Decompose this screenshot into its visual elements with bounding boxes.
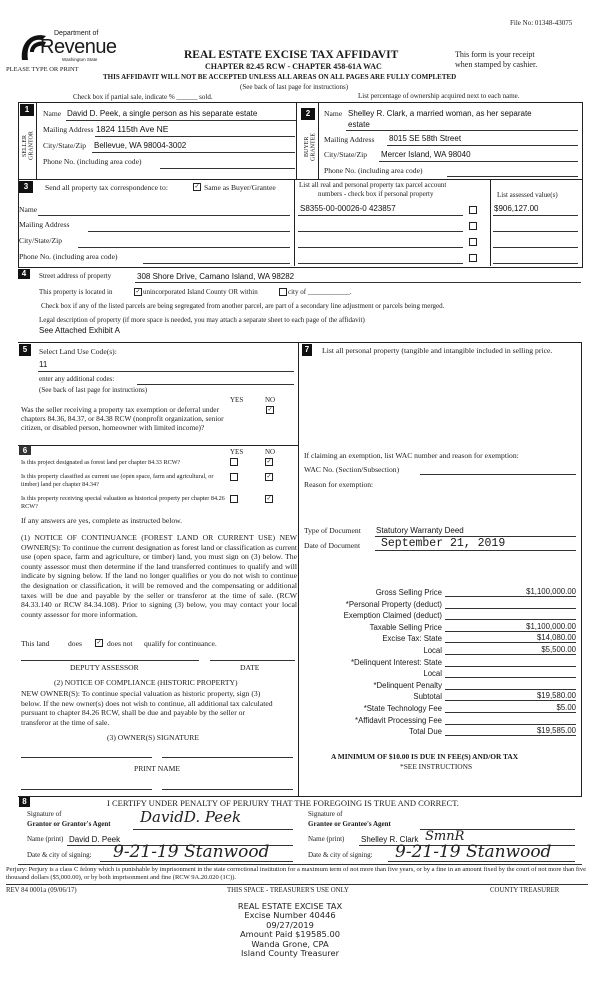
additional-codes-label: enter any additional codes: — [39, 375, 115, 383]
owner-signature-label: (3) OWNER(S) SIGNATURE — [107, 733, 199, 742]
financial-label: Local — [423, 646, 442, 655]
document-date-label: Date of Document — [304, 541, 361, 550]
parcel-header-2: numbers - check box if personal property — [318, 190, 434, 198]
land-use-code-field[interactable]: 11 — [39, 360, 48, 369]
current-use-question: Is this property classified as current use (open space, farm and agricultural, or timber) land per chapter 84.34? — [21, 473, 214, 488]
financial-value-field[interactable]: $19,580.00 — [445, 691, 576, 701]
print-name-line-1[interactable] — [21, 789, 152, 790]
grantor-agent-label: Grantor or Grantor's Agent — [27, 820, 111, 828]
stamp-office: Island County Treasurer — [240, 948, 340, 959]
buyer-grantee-label: BUYER GRANTEE — [304, 133, 317, 161]
section-4-number: 4 — [18, 269, 30, 279]
if-any-yes-note: If any answers are yes, complete as instructed below. — [21, 516, 183, 525]
section-1-number: 1 — [20, 104, 34, 116]
stamp-signer: Wanda Grone, CPA — [251, 938, 329, 949]
buyer-name-field-line2[interactable]: estate — [348, 120, 370, 129]
logo-dept: Department of — [54, 30, 99, 37]
corr-city-label: City/State/Zip — [19, 236, 63, 245]
corr-mail-label: Mailing Address — [19, 220, 70, 229]
instructions-note: (See back of last page for instructions) — [240, 83, 349, 91]
financial-value-field[interactable]: $5,500.00 — [445, 645, 576, 655]
seller-city-label: City/State/Zip — [43, 141, 87, 150]
certify-statement: I CERTIFY UNDER PENALTY OF PERJURY THAT THE FOREGOING IS TRUE AND CORRECT. — [107, 798, 459, 808]
buyer-mail-field[interactable]: 8015 SE 58th Street — [389, 134, 462, 143]
buyer-city-field[interactable]: Mercer Island, WA 98040 — [381, 150, 471, 159]
additional-codes-field[interactable] — [137, 384, 294, 385]
parcel-header-1: List all real and personal property tax parcel account — [299, 181, 447, 189]
s6-no-header: NO — [265, 448, 276, 456]
historic-no-checkbox[interactable]: ✓ — [266, 496, 272, 503]
personal-property-checkbox-1[interactable] — [469, 206, 477, 214]
grantor-signature-of: Signature of — [27, 810, 62, 818]
grantor-date-label: Date & city of signing: — [27, 851, 92, 859]
financial-value-field[interactable]: $1,100,000.00 — [445, 622, 576, 632]
stamp-amount-paid: Amount Paid $19585.00 — [239, 929, 341, 940]
financial-label: *Delinquent Interest: State — [350, 657, 442, 667]
corr-phone-label: Phone No. (including area code) — [19, 252, 118, 261]
print-name-line-2[interactable] — [162, 789, 293, 790]
financial-label: *Delinquent Penalty — [373, 680, 442, 690]
financial-label: *Affidavit Processing Fee — [355, 715, 442, 725]
financial-value-field[interactable]: $14,080.00 — [445, 633, 576, 643]
seller-mail-label: Mailing Address — [43, 125, 94, 134]
partial-sale-note: Check box if partial sale, indicate % ______ sold. — [73, 93, 213, 101]
receipt-note-1: This form is your receipt — [455, 50, 535, 59]
form-title: REAL ESTATE EXCISE TAX AFFIDAVIT — [184, 49, 399, 61]
financial-label: Local — [423, 669, 442, 679]
legal-description-label: Legal description of property (if more space is needed, you may attach a separate sheet to each page of the affidavit) — [39, 316, 365, 324]
financial-label: Excise Tax: State — [382, 634, 442, 644]
assessor-date-line[interactable] — [210, 660, 295, 661]
personal-property-checkbox-2[interactable] — [469, 222, 477, 230]
parcel-number-3[interactable] — [298, 247, 463, 248]
buyer-phone-field[interactable] — [447, 176, 578, 177]
section-6-number: 6 — [19, 446, 31, 455]
parcel-number-4[interactable] — [298, 263, 463, 264]
financial-value-field[interactable]: $5.00 — [445, 703, 576, 713]
section-2-number: 2 — [301, 108, 315, 120]
document-type-label: Type of Document — [304, 526, 361, 535]
minimum-fee-note: A MINIMUM OF $10.00 IS DUE IN FEE(S) AND/OR TAX — [331, 752, 519, 761]
same-as-buyer-label: Same as Buyer/Grantee — [204, 183, 276, 192]
notice-of-compliance-title: (2) NOTICE OF COMPLIANCE (HISTORIC PROPERTY) — [54, 678, 238, 687]
receipt-note-2: when stamped by cashier. — [455, 60, 538, 69]
treasurer-use-label: THIS SPACE - TREASURER'S USE ONLY — [227, 887, 349, 894]
deputy-assessor-signature-line[interactable] — [21, 660, 199, 661]
buyer-name-label: Name — [324, 109, 343, 118]
current-use-yes-checkbox[interactable] — [230, 473, 238, 481]
assessed-value-2[interactable] — [493, 231, 578, 232]
assessed-value-4[interactable] — [493, 263, 578, 264]
seller-grantor-label: SELLER GRANTOR — [22, 131, 35, 161]
does-not-option: does not — [107, 639, 133, 648]
assessed-value-1[interactable]: $906,127.00 — [494, 204, 539, 213]
financial-value-field[interactable] — [445, 599, 576, 609]
personal-property-label: List all personal property (tangible and intangible included in selling price. — [322, 346, 553, 355]
see-instructions-note: *SEE INSTRUCTIONS — [400, 762, 473, 771]
form-chapter: CHAPTER 82.45 RCW - CHAPTER 458-61A WAC — [205, 62, 382, 71]
document-type-field[interactable]: Statutory Warranty Deed — [376, 526, 464, 535]
grantee-signature-of: Signature of — [308, 810, 343, 818]
file-number: File No: 01348-43075 — [510, 19, 573, 27]
grantor-date-city-field[interactable]: 9-21-19 Stanwood — [113, 842, 270, 862]
corr-city-field[interactable] — [78, 247, 290, 248]
owner-signature-line-2[interactable] — [162, 757, 293, 758]
section-5-number: 5 — [19, 344, 31, 356]
ownership-note: List percentage of ownership acquired next to each name. — [358, 92, 520, 100]
qualify-label: qualify for continuance. — [144, 639, 217, 648]
buyer-name-field[interactable]: Shelley R. Clark, a married woman, as her separate — [348, 109, 532, 118]
street-address-field[interactable]: 308 Shore Drive, Camano Island, WA 98282 — [137, 272, 295, 281]
same-as-buyer-checkbox[interactable]: ✓ — [194, 184, 200, 191]
date-label: DATE — [240, 663, 260, 672]
grantee-date-label: Date & city of signing: — [308, 851, 373, 859]
grantor-name-label: Name (print) — [27, 835, 64, 843]
financial-label: *Personal Property (deduct) — [345, 599, 442, 609]
financial-value-field[interactable] — [445, 680, 576, 690]
perjury-notice: Perjury: Perjury is a class C felony which is punishable by imprisonment in the state correctional institution for a maximum term of not more than five years, or by a fine in an amount fixed by the court of not more than five thousand dollars ($5,000.00), or by both imprisonment and fine (RCW 9A.20.020 (1C)). — [6, 866, 586, 882]
grantee-date-city-field[interactable]: 9-21-19 Stanwood — [395, 842, 552, 862]
grantee-name-label: Name (print) — [308, 835, 345, 843]
personal-property-checkbox-4[interactable] — [469, 254, 477, 262]
wac-number-field[interactable] — [420, 474, 576, 475]
buyer-mail-label: Mailing Address — [324, 135, 375, 144]
personal-property-checkbox-3[interactable] — [469, 238, 477, 246]
treasurer-stamp — [190, 902, 390, 958]
corr-phone-field[interactable] — [143, 263, 290, 264]
completion-warning: THIS AFFIDAVIT WILL NOT BE ACCEPTED UNLESS ALL AREAS ON ALL PAGES ARE FULLY COMPLETED — [103, 73, 457, 81]
exemption-no-checkbox[interactable]: ✓ — [267, 407, 273, 414]
logo-name: Revenue — [40, 36, 117, 58]
grantor-name-field[interactable]: David D. Peek — [69, 835, 121, 844]
stamp-excise-number: Excise Number 40446 — [244, 910, 336, 921]
correspondence-label: Send all property tax correspondence to: — [45, 183, 168, 192]
forest-land-yes-checkbox[interactable] — [230, 458, 238, 466]
dor-logo — [18, 28, 117, 68]
assessed-value-3[interactable] — [493, 247, 578, 248]
street-label: Street address of property — [39, 272, 112, 280]
s6-yes-header: YES — [230, 448, 244, 456]
owner-signature-line-1[interactable] — [21, 757, 152, 758]
parcel-number-2[interactable] — [298, 231, 463, 232]
located-label: This property is located in — [39, 288, 113, 296]
forest-land-no-checkbox[interactable]: ✓ — [266, 459, 272, 466]
financial-label: Subtotal — [413, 692, 442, 702]
legal-description-field[interactable]: See Attached Exhibit A — [39, 326, 120, 335]
financial-value-field[interactable] — [445, 610, 576, 620]
seller-mail-field[interactable]: 1824 115th Ave NE — [96, 124, 169, 134]
county-treasurer-label: COUNTY TREASURER — [490, 887, 560, 894]
segregated-note: Check box if any of the listed parcels are being segregated from another parcel, are part of a secondary line adjustment or parcels being merged. — [41, 302, 445, 310]
corr-name-label: Name — [19, 205, 38, 214]
buyer-phone-label: Phone No. (including area code) — [324, 166, 423, 175]
exemption-no-header: NO — [265, 396, 276, 404]
corr-name-field[interactable] — [38, 215, 290, 216]
claiming-exemption-label: If claiming an exemption, list WAC number and reason for exemption: — [304, 451, 519, 460]
assessed-header: List assessed value(s) — [497, 191, 558, 199]
financial-label: Taxable Selling Price — [369, 622, 442, 632]
unincorporated-label: unincorporated Island County OR within — [143, 288, 258, 296]
buyer-city-label: City/State/Zip — [324, 150, 368, 159]
parcel-number-1[interactable]: S8355-00-00026-0 423857 — [300, 204, 396, 213]
section-3-number: 3 — [19, 181, 33, 193]
grantee-signature[interactable]: SmnR — [425, 829, 465, 844]
financial-value-field[interactable] — [445, 668, 576, 678]
stamp-title: REAL ESTATE EXCISE TAX — [237, 901, 343, 911]
stamp-date: 09/27/2019 — [266, 919, 314, 930]
financial-value-field[interactable] — [445, 715, 576, 725]
seller-name-label: Name — [43, 109, 62, 118]
city-of-checkbox[interactable] — [279, 288, 287, 296]
does-not-checkbox[interactable]: ✓ — [96, 640, 102, 647]
section-8-number: 8 — [19, 797, 30, 807]
exemption-question: Was the seller receiving a property tax exemption or deferral under chapters 84.36, 84.37, or 84.38 RCW (nonprofit organization, senior citizen, or disabled person, homeowner with limited income)? — [21, 405, 224, 433]
city-of-label: city of ____________. — [288, 288, 352, 296]
this-land-label: This land — [21, 639, 50, 648]
historic-yes-checkbox[interactable] — [230, 495, 238, 503]
grantor-signature[interactable]: DavidD. Peek — [140, 808, 242, 826]
please-type: PLEASE TYPE OR PRINT — [6, 66, 79, 73]
wac-label: WAC No. (Section/Subsection) — [304, 465, 400, 474]
seller-city-field[interactable]: Bellevue, WA 98004-3002 — [94, 141, 187, 150]
land-use-label: Select Land Use Code(s): — [39, 347, 117, 356]
grantee-name-field[interactable]: Shelley R. Clark — [361, 835, 419, 844]
corr-mail-field[interactable] — [88, 231, 290, 232]
seller-name-field[interactable]: David D. Peek, a single person as his separate estate — [67, 109, 258, 118]
financial-value-field[interactable] — [445, 657, 576, 667]
historic-question: Is this property receiving special valuation as historical property per chapter 84.26 RCW? — [21, 495, 225, 510]
notice-of-continuance: (1) NOTICE OF CONTINUANCE (FOREST LAND OR CURRENT USE) NEW OWNER(S): To continue the current designation as forest land or classification as current use (open space, farm and agriculture, or timber) land, you must sign on (3) below. The county assessor must then determine if the land transferred continues to qualify and will indicate by signing below. If the land no longer qualifies or you do not wish to continue the designation or classification, it will be removed and the compensating or additional taxes will be due and payable by the seller or transferor at the time of sale. (RCW 84.33.140 or RCW 84.34.108). Prior to signing (3) below, you may contact your local county assessor for more information. — [21, 533, 297, 619]
exemption-yes-header: YES — [230, 396, 244, 404]
financial-value-field[interactable]: $19,585.00 — [445, 726, 576, 736]
exemption-reason-label: Reason for exemption: — [304, 480, 374, 489]
section5-instructions: (See back of last page for instructions) — [39, 386, 148, 394]
financial-label: Gross Selling Price — [375, 588, 442, 597]
deputy-assessor-label: DEPUTY ASSESSOR — [70, 663, 139, 672]
financial-label: Exemption Claimed (deduct) — [343, 611, 442, 621]
forest-land-question: Is this project designated as forest land per chapter 84.33 RCW? — [21, 459, 181, 466]
notice-of-compliance: NEW OWNER(S): To continue special valuation as historic property, sign (3) below. If the new owner(s) does not wish to continue, all additional tax calculated pursuant to chapter 84.26 RCW, shall be due and payable by the seller or transferor at the time of sale. — [21, 689, 273, 727]
grantee-agent-label: Grantee or Grantee's Agent — [308, 820, 391, 828]
seller-phone-field[interactable] — [160, 168, 295, 169]
document-date-field[interactable]: September 21, 2019 — [381, 537, 506, 550]
does-option[interactable]: does — [68, 639, 82, 648]
financial-value-field[interactable]: $1,100,000.00 — [445, 587, 576, 597]
unincorporated-checkbox[interactable]: ✓ — [135, 289, 141, 296]
print-name-label: PRINT NAME — [134, 764, 181, 773]
form-revision: REV 84 0001a (09/06/17) — [6, 887, 77, 894]
financial-label: *State Technology Fee — [363, 704, 442, 713]
logo-state: Washington State — [62, 57, 98, 62]
section-7-number: 7 — [302, 344, 312, 356]
seller-phone-label: Phone No. (including area code) — [43, 157, 142, 166]
current-use-no-checkbox[interactable]: ✓ — [266, 474, 272, 481]
financial-label: Total Due — [409, 727, 442, 737]
